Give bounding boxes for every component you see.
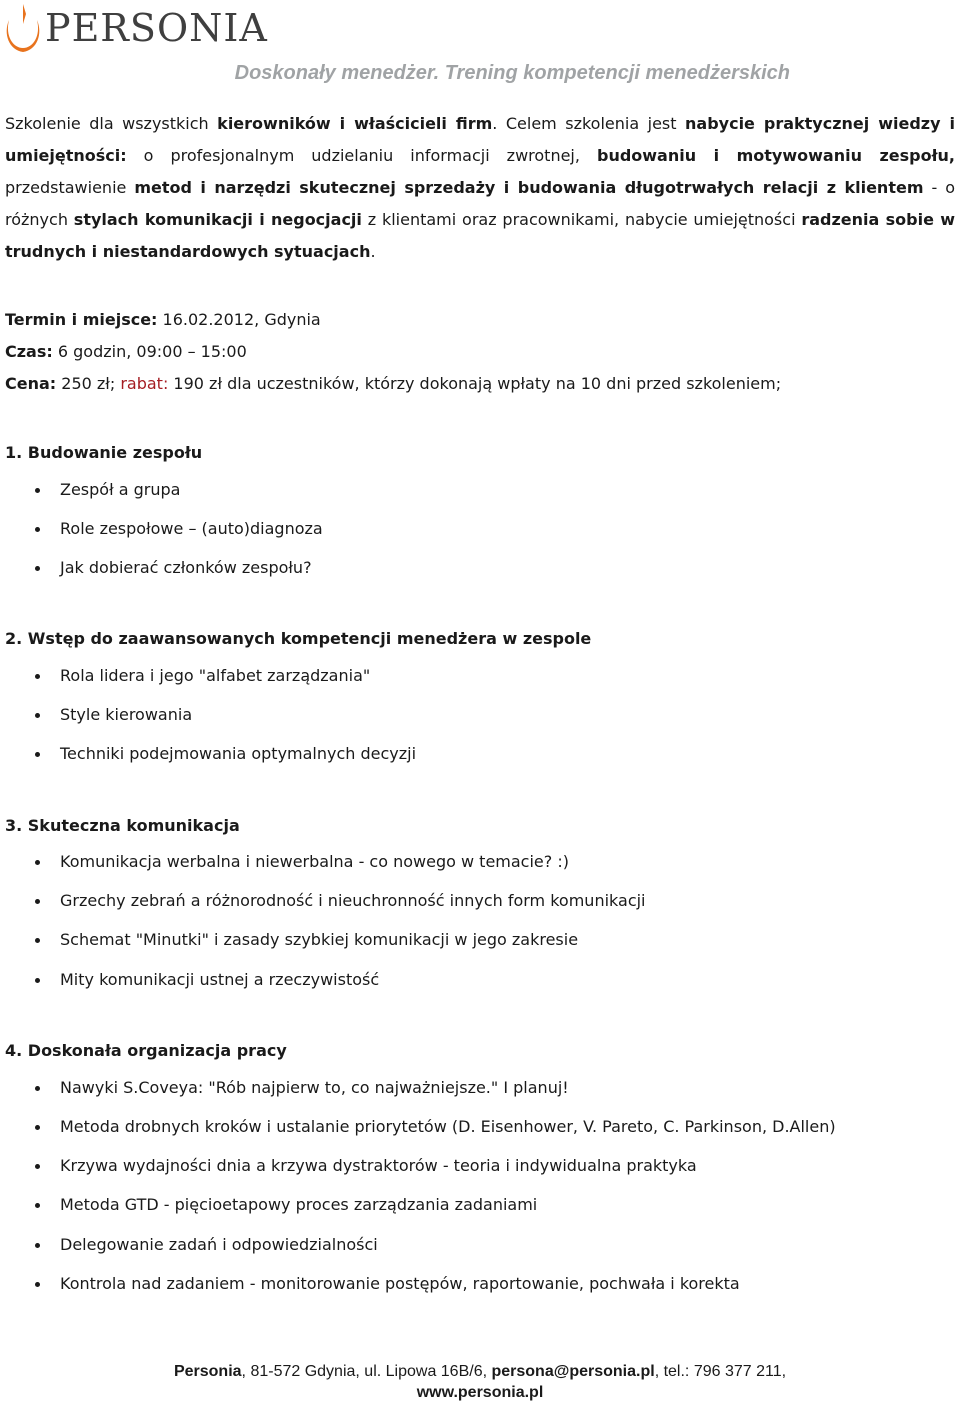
- footer-website-link[interactable]: www.personia.pl: [416, 1384, 544, 1401]
- list-item-text: Style kierowania: [60, 705, 193, 724]
- logo: [3, 2, 268, 54]
- czas-line: [5, 342, 247, 362]
- list-item-text: Delegowanie zadań i odpowiedzialności: [60, 1235, 378, 1254]
- footer-phone: , tel.: 796 377 211,: [654, 1363, 787, 1380]
- cena-value: 250 zł;: [56, 374, 121, 393]
- personia-logo-icon: [3, 2, 43, 54]
- list-item-text: Role zespołowe – (auto)diagnoza: [60, 519, 323, 538]
- intro-text: . Celem szkolenia jest: [492, 114, 686, 133]
- bullet-icon: [35, 566, 40, 571]
- bullet-icon: [35, 860, 40, 865]
- intro-text: z klientami oraz pracownikami, nabycie umiejętności: [361, 210, 802, 229]
- list-item-text: Mity komunikacji ustnej a rzeczywistość: [60, 970, 380, 989]
- list-item-text: Metoda GTD - pięcioetapowy proces zarządzania zadaniami: [60, 1195, 538, 1214]
- intro-text: - o różnych: [5, 178, 956, 229]
- bullet-icon: [35, 1086, 40, 1091]
- czas-value: 6 godzin, 09:00 – 15:00: [52, 342, 247, 361]
- list-item-text: Nawyki S.Coveya: "Rób najpierw to, co najważniejsze." I planuj!: [60, 1078, 569, 1097]
- bullet-icon: [35, 978, 40, 983]
- bullet-icon: [35, 527, 40, 532]
- termin-value: 16.02.2012, Gdynia: [157, 310, 321, 329]
- intro-text: przedstawienie: [5, 178, 135, 197]
- rabat-label: rabat:: [120, 374, 169, 393]
- termin-line: [5, 310, 321, 330]
- intro-text: Szkolenie dla wszystkich: [5, 114, 218, 133]
- bullet-icon: [35, 1125, 40, 1130]
- intro-bold: stylach komunikacji i negocjacji: [73, 210, 362, 229]
- footer-website: [0, 1382, 960, 1404]
- czas-label: Czas:: [5, 342, 53, 361]
- section-title: 4. Doskonała organizacja pracy: [5, 1041, 287, 1060]
- list-item-text: Komunikacja werbalna i niewerbalna - co nowego w temacie? :): [60, 852, 569, 871]
- bullet-icon: [35, 1282, 40, 1287]
- bullet-icon: [35, 1203, 40, 1208]
- bullet-icon: [35, 674, 40, 679]
- section-title: 1. Budowanie zespołu: [5, 443, 203, 462]
- bullet-icon: [35, 899, 40, 904]
- termin-label: Termin i miejsce:: [5, 310, 158, 329]
- intro-text: o profesjonalnym udzielaniu informacji zwrotnej,: [126, 146, 597, 165]
- list-item-text: Schemat "Minutki" i zasady szybkiej komunikacji w jego zakresie: [60, 930, 579, 949]
- intro-bold: budowaniu i motywowaniu zespołu,: [596, 146, 955, 165]
- section-title: 2. Wstęp do zaawansowanych kompetencji menedżera w zespole: [5, 629, 592, 648]
- bullet-icon: [35, 938, 40, 943]
- footer-contact: [0, 1361, 960, 1383]
- list-item-text: Krzywa wydajności dnia a krzywa dystraktorów - teoria i indywidualna praktyka: [60, 1156, 697, 1175]
- intro-bold: metod i narzędzi skutecznej sprzedaży i budowania długotrwałych relacji z klientem: [134, 178, 924, 197]
- intro-bold: kierowników i właścicieli firm: [217, 114, 493, 133]
- intro-bold: radzenia sobie w trudnych i niestandardowych sytuacjach: [5, 210, 956, 261]
- bullet-icon: [35, 488, 40, 493]
- footer-company: Personia: [173, 1363, 242, 1380]
- bullet-icon: [35, 1243, 40, 1248]
- list-item-text: Rola lidera i jego "alfabet zarządzania": [60, 666, 371, 685]
- cena-label: Cena:: [5, 374, 57, 393]
- list-item-text: Zespół a grupa: [60, 480, 181, 499]
- list-item-text: Grzechy zebrań a różnorodność i nieuchronność innych form komunikacji: [60, 891, 646, 910]
- list-item-text: Metoda drobnych kroków i ustalanie priorytetów (D. Eisenhower, V. Pareto, C. Parkinson, D.Allen): [60, 1117, 836, 1136]
- intro-text: .: [370, 242, 376, 261]
- intro-paragraph: [5, 108, 955, 268]
- footer-email-link[interactable]: persona@personia.pl: [491, 1363, 655, 1380]
- bullet-icon: [35, 713, 40, 718]
- cena-line: [5, 374, 781, 394]
- rabat-value: 190 zł dla uczestników, którzy dokonają wpłaty na 10 dni przed szkoleniem;: [168, 374, 782, 393]
- list-item-text: Jak dobierać członków zespołu?: [60, 558, 312, 577]
- list-item-text: Techniki podejmowania optymalnych decyzji: [60, 744, 417, 763]
- footer-address: , 81-572 Gdynia, ul. Lipowa 16B/6,: [241, 1363, 492, 1380]
- list-item-text: Kontrola nad zadaniem - monitorowanie postępów, raportowanie, pochwała i korekta: [60, 1274, 740, 1293]
- section-title: 3. Skuteczna komunikacja: [5, 816, 240, 835]
- logo-text: PERSONIA: [45, 6, 268, 50]
- intro-bold: nabycie praktycznej wiedzy i umiejętności:: [5, 114, 955, 165]
- bullet-icon: [35, 752, 40, 757]
- page-subtitle: Doskonały menedżer. Trening kompetencji menedżerskich: [234, 62, 790, 84]
- bullet-icon: [35, 1164, 40, 1169]
